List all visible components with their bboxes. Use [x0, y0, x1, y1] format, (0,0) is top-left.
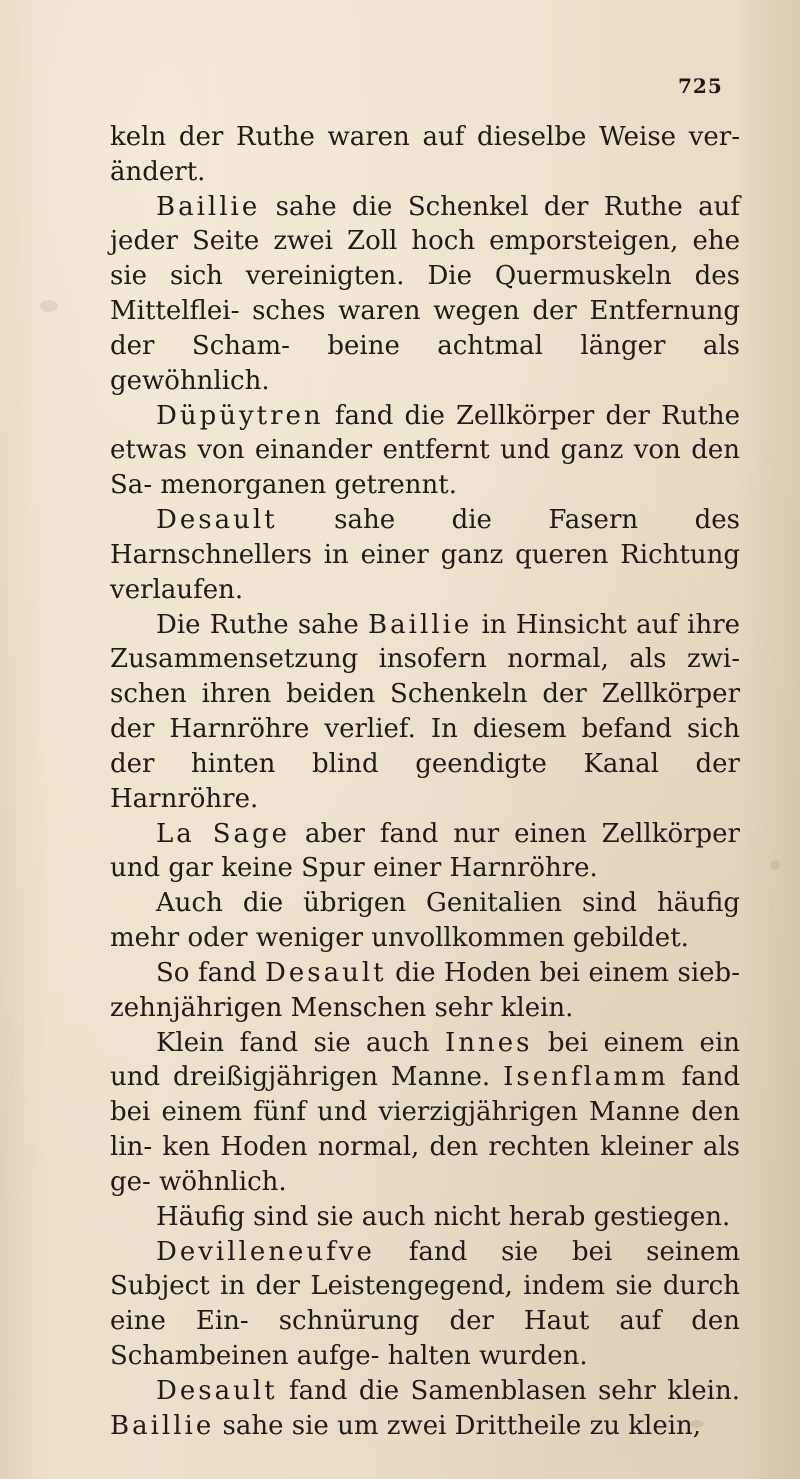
text-run: fand bei einem fünf und vierzigjährigen Manne den lin- ken Hoden normal, den rechten kleiner als ge- wöhnlich. — [110, 1062, 741, 1197]
author-name: Baillie — [368, 609, 473, 640]
text-run: die Hoden bei einem sieb- zehnjährigen Menschen sehr klein. — [110, 957, 740, 1023]
text-run: in Hinsicht auf ihre Zusammensetzung insofern normal, als zwi- schen ihren beiden Schenkeln der Zellkörper der Harnröhre verlief. In diesem befand sich der hinten blind geendigte Kanal der Harnröhre. — [110, 609, 741, 814]
paragraph — [110, 1374, 740, 1444]
text-run: Auch die übrigen Genitalien sind häufig mehr oder weniger unvollkommen gebildet. — [110, 888, 740, 954]
author-name: Desault — [156, 505, 278, 536]
text-run: fand die Samenblasen sehr klein. — [277, 1375, 740, 1406]
paper-stain — [40, 300, 58, 312]
author-name: Düpüytren — [156, 400, 324, 431]
body-text — [110, 120, 740, 1443]
text-run: sahe die Schenkel der Ruthe auf jeder Seite zwei Zoll hoch emporsteigen, ehe sie sich vereinigten. Die Quermuskeln des Mittelflei- sches waren wegen der Entfernung der Scham- beine achtmal länger als gewöhnlich. — [110, 191, 740, 396]
text-run: aber fand nur einen Zellkörper und gar keine Spur einer Harnröhre. — [110, 818, 740, 884]
paragraph — [110, 1235, 740, 1374]
paragraph — [110, 1026, 740, 1200]
text-run: Häufig sind sie auch nicht herab gestiegen. — [156, 1201, 731, 1232]
author-name: Desault — [265, 957, 387, 988]
paragraph — [110, 120, 740, 190]
paragraph — [110, 503, 740, 607]
paragraph — [110, 956, 740, 1026]
author-name: Devilleneufve — [156, 1236, 375, 1267]
text-run: sahe sie um zwei Drittheile zu klein, — [214, 1410, 702, 1441]
paragraph — [110, 190, 740, 399]
paragraph — [110, 399, 740, 503]
text-run: sahe die Fasern des Harnschnellers in einer ganz queren Richtung verlaufen. — [110, 505, 740, 605]
text-run: bei einem ein und dreißigjährigen Manne. — [110, 1027, 740, 1093]
text-run: Die Ruthe sahe — [156, 609, 369, 640]
author-name: Baillie — [156, 191, 261, 222]
text-run: So fand — [156, 957, 266, 988]
author-name: La Sage — [156, 818, 291, 849]
paragraph — [110, 817, 740, 887]
paragraph — [110, 886, 740, 956]
author-name: Isenflamm — [503, 1062, 669, 1093]
paragraph — [110, 1200, 740, 1235]
text-run: keln der Ruthe waren auf dieselbe Weise ver- ändert. — [110, 122, 740, 187]
paragraph — [110, 608, 740, 817]
author-name: Desault — [156, 1375, 278, 1406]
page-number: 725 — [678, 74, 723, 98]
text-run: Klein fand sie auch — [156, 1027, 445, 1058]
author-name: Innes — [444, 1027, 533, 1058]
paper-stain — [770, 860, 780, 870]
text-run: fand sie bei seinem Subject in der Leistengegend, indem sie durch eine Ein- schnürung der Haut auf den Schambeinen aufge- halten wurden. — [110, 1236, 740, 1371]
text-run: fand die Zellkörper der Ruthe etwas von einander entfernt und ganz von den Sa- menorganen getrennt. — [110, 400, 740, 501]
author-name: Baillie — [110, 1410, 215, 1441]
